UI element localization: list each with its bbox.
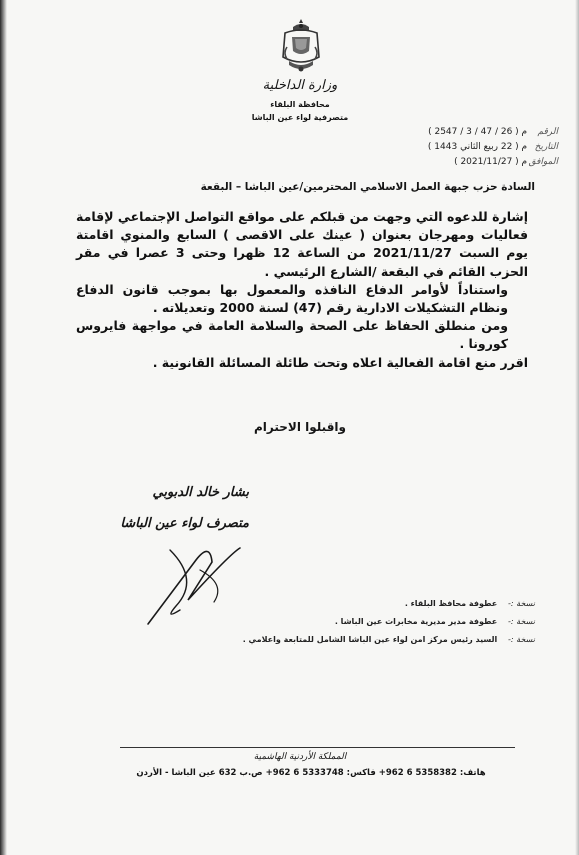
footer-contact-info: هاتف: 5358382 6 962+ فاكس: 5333748 6 962+ ص.ب 632 عين الباشا - الأردن: [136, 768, 486, 778]
handwritten-signature: [140, 540, 250, 630]
jordan-coat-of-arms-icon: [279, 17, 323, 75]
cc-item-text: السيد رئيس مركز امن لواء عين الباشا الشامل للمتابعة واعلامي .: [242, 635, 498, 644]
governorate-name: محافظة البلقاء: [270, 100, 330, 109]
hijri-date: [398, 142, 558, 156]
cc-item: [243, 635, 535, 644]
footer-divider: [120, 747, 515, 748]
signer-name: بشار خالد الدبوبي: [152, 485, 249, 500]
district-name: متصرفية لواء عين الباشا: [251, 113, 349, 122]
reference-number-value: م ( 26 / 47 / 3 / 2547 ): [428, 127, 528, 137]
hijri-date-value: م ( 22 ربيع الثاني 1443 ): [427, 142, 528, 152]
body-paragraph-1: إشارة للدعوه التي وجهت من قبلكم على مواقع التواصل الإجتماعي لإقامة فعاليات ومهرجان بعنوان ( عينك على الاقصى ) السابع والمنوي اقامتة يوم السبت 2021/11/27 من الساعة 12 ظهرا وحتى 3 عصرا في مقر الحزب القائم في البقعة /الشارع الرئيسي .: [76, 209, 528, 279]
cc-item: [335, 617, 535, 626]
cc-label: نسخة :-: [508, 635, 535, 644]
gregorian-date-value: م ( 2021/11/27 ): [454, 157, 528, 167]
signer-title: متصرف لواء عين الباشا: [120, 516, 249, 531]
body-paragraph-4: اقرر منع اقامة الفعالية اعلاه وتحت طائلة المسائلة القانونية .: [152, 354, 528, 370]
scan-shadow-right: [575, 0, 579, 855]
hijri-date-label: التاريخ: [534, 142, 558, 152]
reference-number: [398, 127, 558, 141]
footer-kingdom: المملكة الأردنية الهاشمية: [253, 752, 347, 762]
body-paragraph-3: ومن منطلق الحفاظ على الصحة والسلامة العامة في مواجهة فايروس كورونا .: [76, 318, 508, 352]
cc-label: نسخة :-: [508, 617, 535, 626]
body-paragraph-2: واستناداً لأوامر الدفاع النافذه والمعمول بها بموجب قانون الدفاع ونظام التشكيلات الادارية رقم (47) لسنة 2000 وتعديلاته .: [76, 281, 508, 316]
reference-number-label: الرقم: [537, 127, 558, 137]
cc-label: نسخة :-: [508, 599, 535, 608]
scan-shadow-left: [0, 0, 7, 855]
gregorian-date: [398, 157, 558, 171]
cc-item: [405, 599, 535, 608]
letter-body: [76, 208, 528, 372]
gregorian-date-label: الموافق: [528, 157, 558, 167]
closing-salutation: واقبلوا الاحترام: [253, 420, 346, 434]
cc-item-text: عطوفة مدير مديرية مخابرات عين الباشا .: [334, 617, 498, 626]
ministry-name: وزارة الداخلية: [262, 78, 338, 93]
addressee: السادة حزب جبهة العمل الاسلامي المحترمين/عين الباشا – البقعة: [200, 181, 535, 193]
cc-item-text: عطوفة محافظ البلقاء .: [404, 599, 498, 608]
